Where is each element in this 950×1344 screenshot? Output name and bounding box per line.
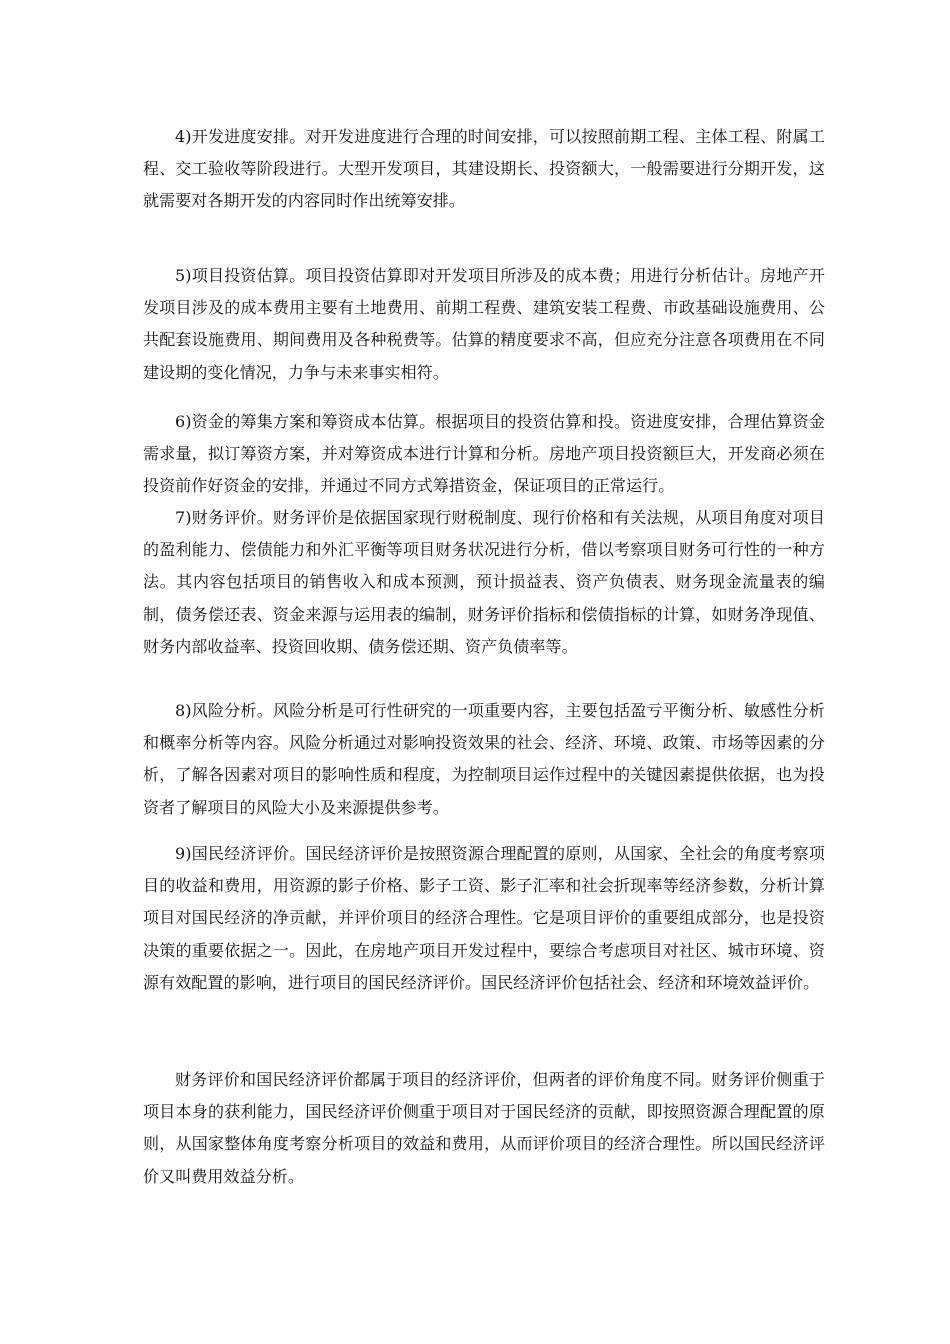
paragraph-development-schedule: 4)开发进度安排。对开发进度进行合理的时间安排，可以按照前期工程、主体工程、附属工程、交工验收等阶段进行。大型开发项目，其建设期长、投资额大，一般需要进行分期开发，这就需要对各期开发的内容同时作出统筹安排。 bbox=[143, 127, 825, 211]
paragraph-financial-evaluation: 7)财务评价。财务评价是依据国家现行财税制度、现行价格和有关法规，从项目角度对项目的盈利能力、偿债能力和外汇平衡等项目财务状况进行分析，借以考察项目财务可行性的一种方法。其内容包括项目的销售收入和成本预测，预计损益表、资产负债表、财务现金流量表的编制，债务偿还表、资金来源与运用表的编制，财务评价指标和偿债指标的计算，如财务净现值、财务内部收益率、投资回收期、债务偿还期、资产负债率等。 bbox=[143, 508, 825, 656]
paragraph-evaluation-comparison: 财务评价和国民经济评价都属于项目的经济评价，但两者的评价角度不同。财务评价侧重于项目本身的获利能力，国民经济评价侧重于项目对于国民经济的贡献，即按照资源合理配置的原则，从国家整体角度考察分析项目的效益和费用，从而评价项目的经济合理性。所以国民经济评价又叫费用效益分析。 bbox=[143, 1070, 825, 1186]
paragraph-risk-analysis: 8)风险分析。风险分析是可行性研究的一项重要内容，主要包括盈亏平衡分析、敏感性分析和概率分析等内容。风险分析通过对影响投资效果的社会、经济、环境、政策、市场等因素的分析，了解各因素对项目的影响性质和程度，为控制项目运作过程中的关键因素提供依据，也为投资者了解项目的风险大小及来源提供参考。 bbox=[143, 701, 825, 817]
paragraph-national-economic-evaluation: 9)国民经济评价。国民经济评价是按照资源合理配置的原则，从国家、全社会的角度考察项目的收益和费用，用资源的影子价格、影子工资、影子汇率和社会折现率等经济参数，分析计算项目对国民经济的净贡献，并评价项目的经济合理性。它是项目评价的重要组成部分，也是投资决策的重要依据之一。因此，在房地产项目开发过程中，要综合考虑项目对社区、城市环境、资源有效配置的影响，进行项目的国民经济评价。国民经济评价包括社会、经济和环境效益评价。 bbox=[143, 844, 825, 992]
paragraph-financing-plan: 6)资金的筹集方案和筹资成本估算。根据项目的投资估算和投。资进度安排，合理估算资金需求量，拟订筹资方案，并对筹资成本进行计算和分析。房地产项目投资额巨大，开发商必须在投资前作好资金的安排，并通过不同方式筹措资金，保证项目的正常运行。 bbox=[143, 412, 825, 496]
paragraph-investment-estimate: 5)项目投资估算。项目投资估算即对开发项目所涉及的成本费；用进行分析估计。房地产开发项目涉及的成本费用主要有土地费用、前期工程费、建筑安装工程费、市政基础设施费用、公共配套设施费用、期间费用及各种税费等。估算的精度要求不高，但应充分注意各项费用在不同建设期的变化情况，力争与未来事实相符。 bbox=[143, 266, 825, 382]
